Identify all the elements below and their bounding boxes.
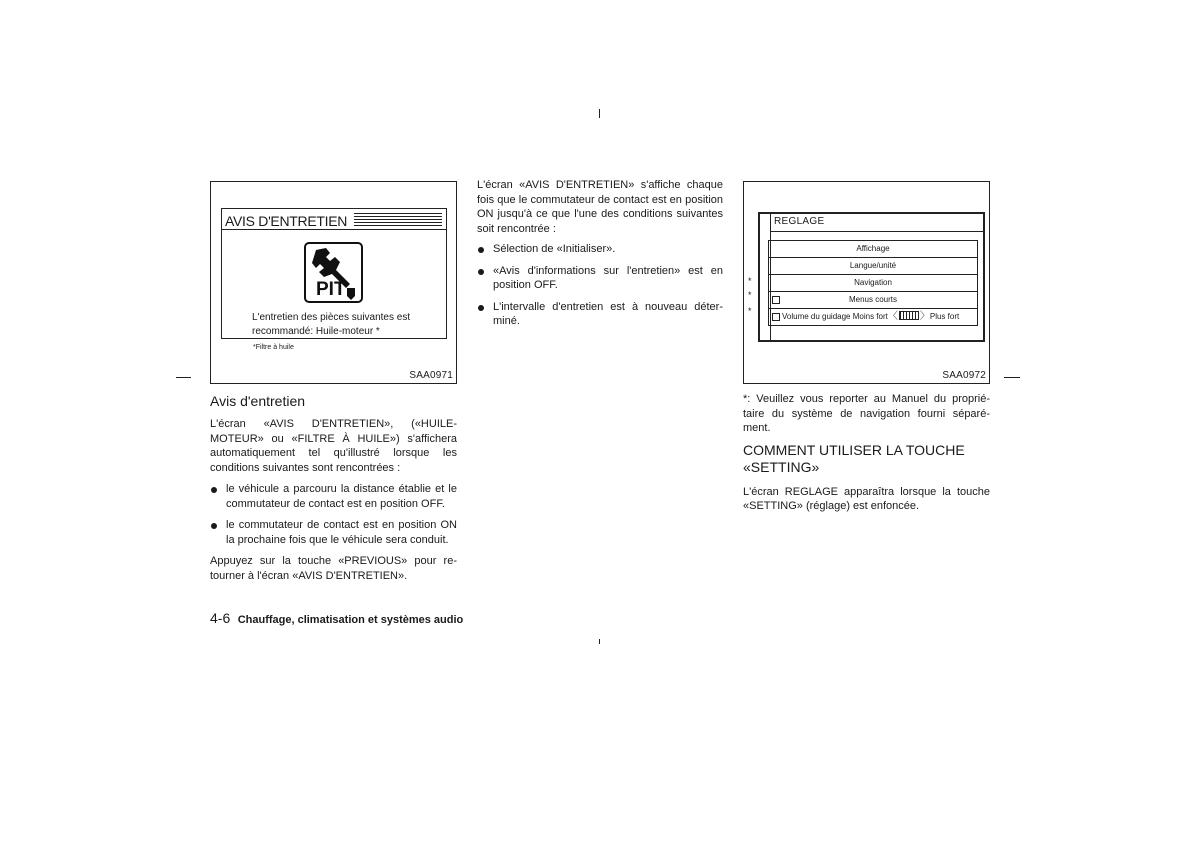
screen-title: REGLAGE bbox=[774, 216, 825, 227]
chevron-right-icon: 〉 bbox=[919, 311, 930, 322]
crop-mark-top bbox=[599, 109, 600, 118]
menu-item-label: Menus courts bbox=[848, 295, 898, 304]
menu-item-navigation: Navigation bbox=[769, 275, 977, 292]
chevron-left-icon: 〈 bbox=[887, 311, 898, 322]
title-hatch-lines bbox=[354, 213, 442, 227]
figure-code: SAA0971 bbox=[409, 370, 453, 381]
list-item: le commutateur de contact est en position ON la prochaine fois que le véhicule sera conduit. bbox=[210, 518, 457, 547]
pit-wrench-icon bbox=[304, 242, 363, 303]
section-heading-maintenance: Avis d'entretien bbox=[210, 393, 306, 409]
intro-paragraph: L'écran «AVIS D'ENTRETIEN», («HUILE-MOTEUR» ou «FILTRE À HUILE») s'affichera automatiquement tel qu'illustré lorsque les conditions suivantes sont rencontrées : bbox=[210, 418, 457, 474]
title-divider bbox=[222, 229, 446, 230]
display-condition-paragraph: L'écran «AVIS D'ENTRETIEN» s'affiche chaque fois que le commutateur de contact est en position ON jusqu'à ce que l'une des conditions suivantes soit rencontrée : bbox=[477, 179, 723, 235]
figure-maintenance-notice bbox=[210, 181, 457, 384]
right-column-text bbox=[743, 392, 990, 514]
settings-menu bbox=[768, 240, 978, 326]
figure-settings-screen bbox=[743, 181, 990, 384]
crop-mark-bottom bbox=[599, 639, 600, 644]
star-marker: * bbox=[748, 290, 752, 300]
star-marker: * bbox=[748, 276, 752, 286]
setting-paragraph: L'écran REGLAGE apparaîtra lorsque la touche «SETTING» (réglage) est enfoncée. bbox=[743, 485, 990, 512]
screen-title: AVIS D'ENTRETIEN bbox=[225, 213, 348, 229]
end-condition-list bbox=[477, 242, 723, 329]
list-item: le véhicule a parcouru la distance établie et le commutateur de contact est en position OFF. bbox=[210, 482, 457, 511]
middle-column-text bbox=[477, 178, 723, 336]
pit-label: PIT bbox=[316, 279, 346, 300]
message-line-2: recommandé: Huile-moteur * bbox=[252, 326, 380, 337]
maintenance-message bbox=[252, 311, 410, 339]
checkbox-icon bbox=[772, 296, 780, 304]
settings-screen bbox=[758, 212, 985, 342]
crop-mark-left bbox=[176, 377, 191, 378]
volume-max-label: Plus fort bbox=[929, 312, 960, 321]
footnote-paragraph: *: Veuillez vous reporter au Manuel du proprié-taire du système de navigation fourni séparé-ment. bbox=[743, 393, 990, 434]
list-item: Sélection de «Initialiser». bbox=[477, 242, 723, 257]
checkbox-icon bbox=[772, 313, 780, 321]
list-item: «Avis d'informations sur l'entretien» est en position OFF. bbox=[477, 264, 723, 293]
title-divider bbox=[770, 231, 983, 232]
page-number: 4-6 bbox=[210, 610, 231, 626]
left-column-text bbox=[210, 417, 457, 583]
maintenance-screen bbox=[221, 208, 447, 339]
message-line-1: L'entretien des pièces suivantes est bbox=[252, 312, 411, 323]
star-marker: * bbox=[748, 306, 752, 316]
section-heading-setting: COMMENT UTILISER LA TOUCHE «SETTING» bbox=[743, 441, 965, 475]
volume-label: Volume du guidage bbox=[782, 312, 851, 321]
page-footer bbox=[210, 610, 463, 628]
menu-item-short-menus bbox=[769, 292, 977, 309]
menu-item-display: Affichage bbox=[769, 241, 977, 258]
condition-list bbox=[210, 482, 457, 547]
volume-slider bbox=[899, 311, 919, 320]
menu-item-language: Langue/unité bbox=[769, 258, 977, 275]
outro-paragraph: Appuyez sur la touche «PREVIOUS» pour re-tourner à l'écran «AVIS D'ENTRETIEN». bbox=[210, 555, 457, 582]
volume-min-label: Moins fort bbox=[852, 312, 888, 321]
menu-item-guidance-volume bbox=[769, 309, 977, 326]
section-title: Chauffage, climatisation et systèmes audio bbox=[237, 614, 464, 626]
crop-mark-right bbox=[1004, 377, 1020, 378]
list-item: L'intervalle d'entretien est à nouveau déter-miné. bbox=[477, 300, 723, 329]
figure-footnote: *Filtre à huile bbox=[253, 344, 294, 351]
figure-code: SAA0972 bbox=[942, 370, 986, 381]
